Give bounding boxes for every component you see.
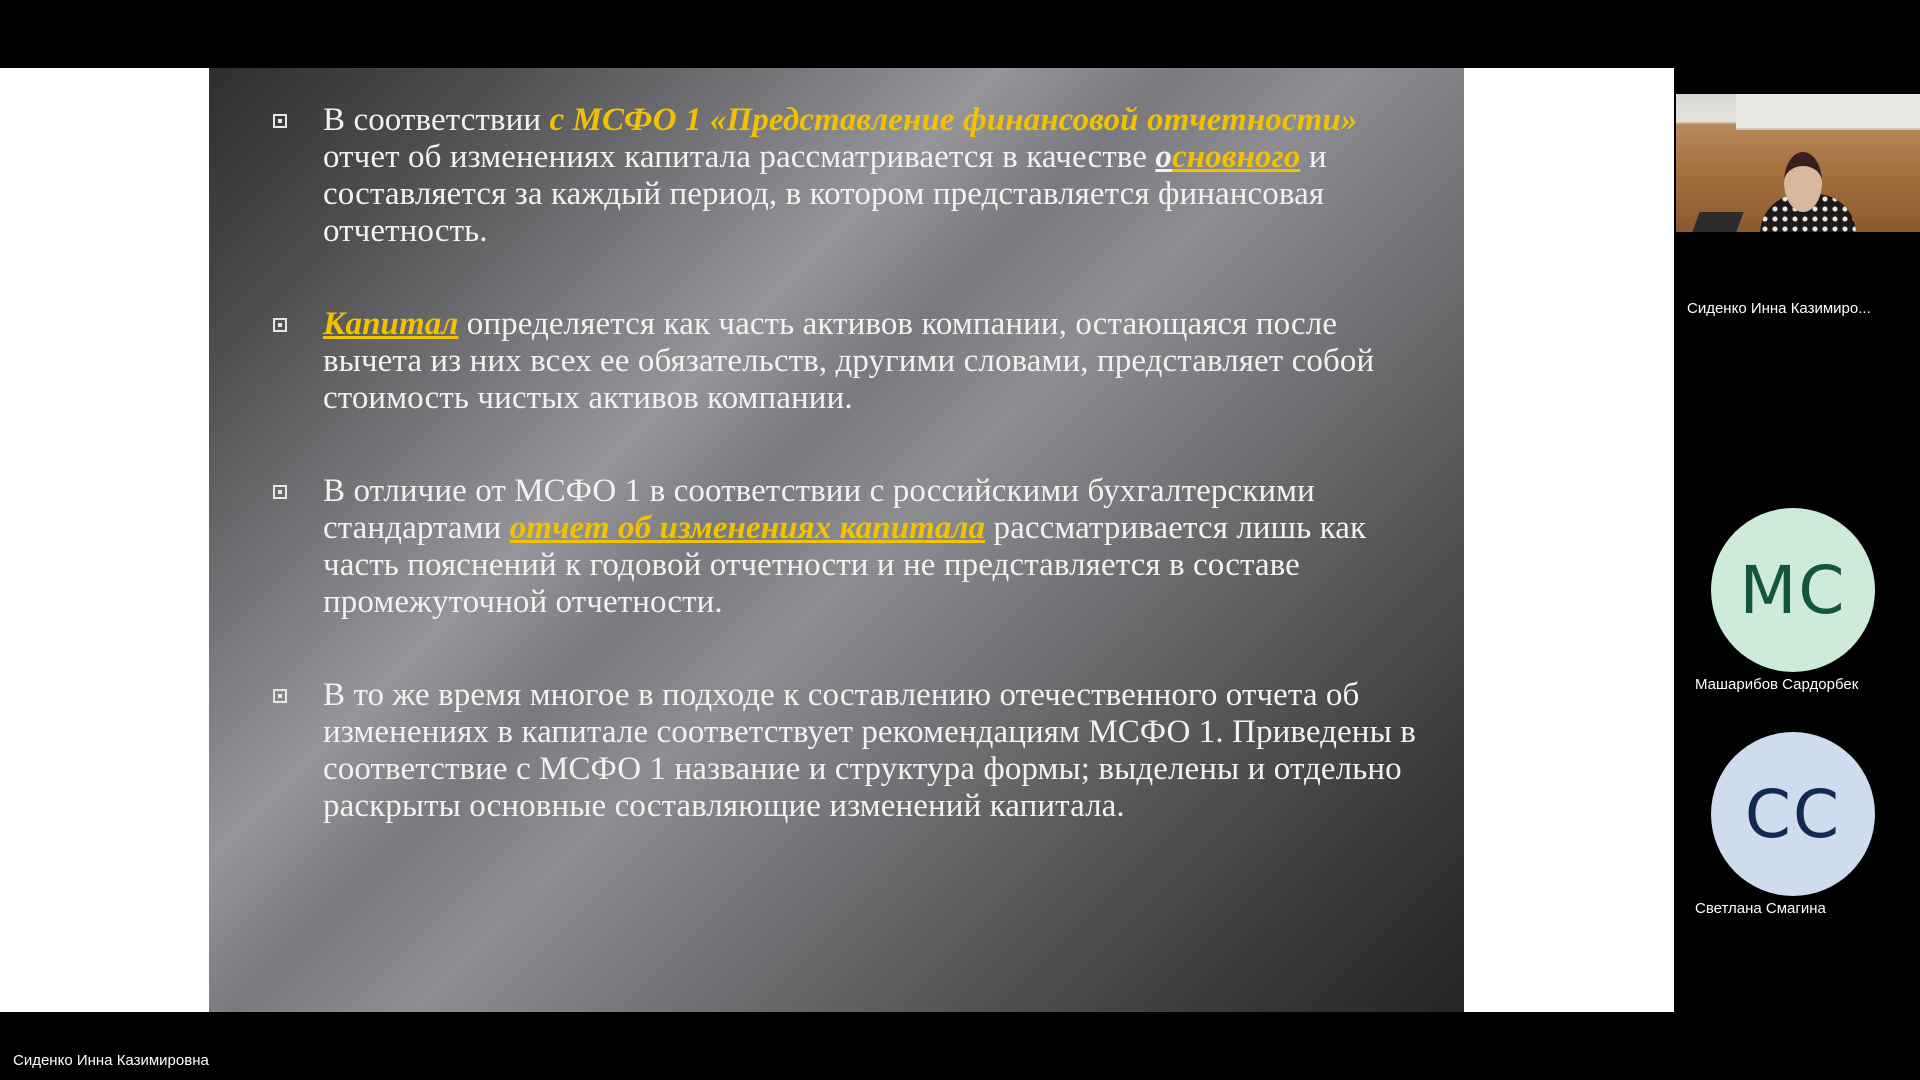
presenter-name: Сиденко Инна Казимировна: [13, 1052, 209, 1069]
participants-panel: [1674, 68, 1920, 1012]
bullet-highlight: отчет об изменениях капитала: [509, 510, 986, 546]
participant-video[interactable]: [1676, 94, 1920, 232]
screen-share-area: [0, 68, 1674, 1012]
bullet-highlight: МСФО 1 «Представление финансовой отчетности»: [572, 102, 1358, 138]
bullet-underlined: о: [1155, 139, 1172, 175]
slide-content: [267, 102, 1417, 881]
bullet-text: В соответствии: [323, 102, 550, 138]
bullet-text: рассматривается лишь как часть пояснений к годовой отчетности и не представляется в составе промежуточной отчетности.: [323, 510, 1367, 620]
slide-bullet: [267, 306, 1417, 417]
video-whiteboard: [1736, 94, 1920, 130]
bullet-text: определяется как часть активов компании, остающаяся после вычета из них всех ее обязательств, другими словами, представляет собой стоимость чистых активов компании.: [323, 306, 1375, 416]
slide-bullet: [267, 102, 1417, 250]
bullet-icon: [273, 318, 287, 332]
participant-avatar[interactable]: СС: [1711, 732, 1875, 896]
participant-avatar[interactable]: МС: [1711, 508, 1875, 672]
slide-bullet: [267, 677, 1417, 825]
slide-bullet: [267, 473, 1417, 621]
bullet-text: и составляется за каждый период, в котором представляется финансовая отчетность.: [323, 139, 1327, 249]
participant-name: Машарибов Сардорбек: [1695, 676, 1859, 693]
presentation-slide: [209, 68, 1464, 1012]
video-laptop: [1692, 212, 1743, 232]
bullet-text: В то же время многое в подходе к составлению отечественного отчета об изменениях в капитале соответствует рекомендациям МСФО 1. Приведены в соответствие с МСФО 1 название и структура формы; выделены и отдельно раскрыты основные составляющие изменений капитала.: [323, 677, 1416, 824]
bullet-icon: [273, 485, 287, 499]
bullet-highlight: сновного: [1171, 139, 1301, 175]
bullet-highlight: с: [549, 102, 573, 138]
bullet-highlight: Капитал: [323, 306, 459, 342]
bullet-text: отчет об изменениях капитала рассматривается в качестве: [323, 139, 1156, 175]
participant-name: Сиденко Инна Казимиро...: [1687, 300, 1871, 317]
bullet-icon: [273, 114, 287, 128]
bullet-icon: [273, 689, 287, 703]
video-person-head: [1784, 152, 1822, 212]
participant-name: Светлана Смагина: [1695, 900, 1826, 917]
bullet-text: В отличие от МСФО 1 в соответствии с российскими бухгалтерскими стандартами: [323, 473, 1315, 546]
